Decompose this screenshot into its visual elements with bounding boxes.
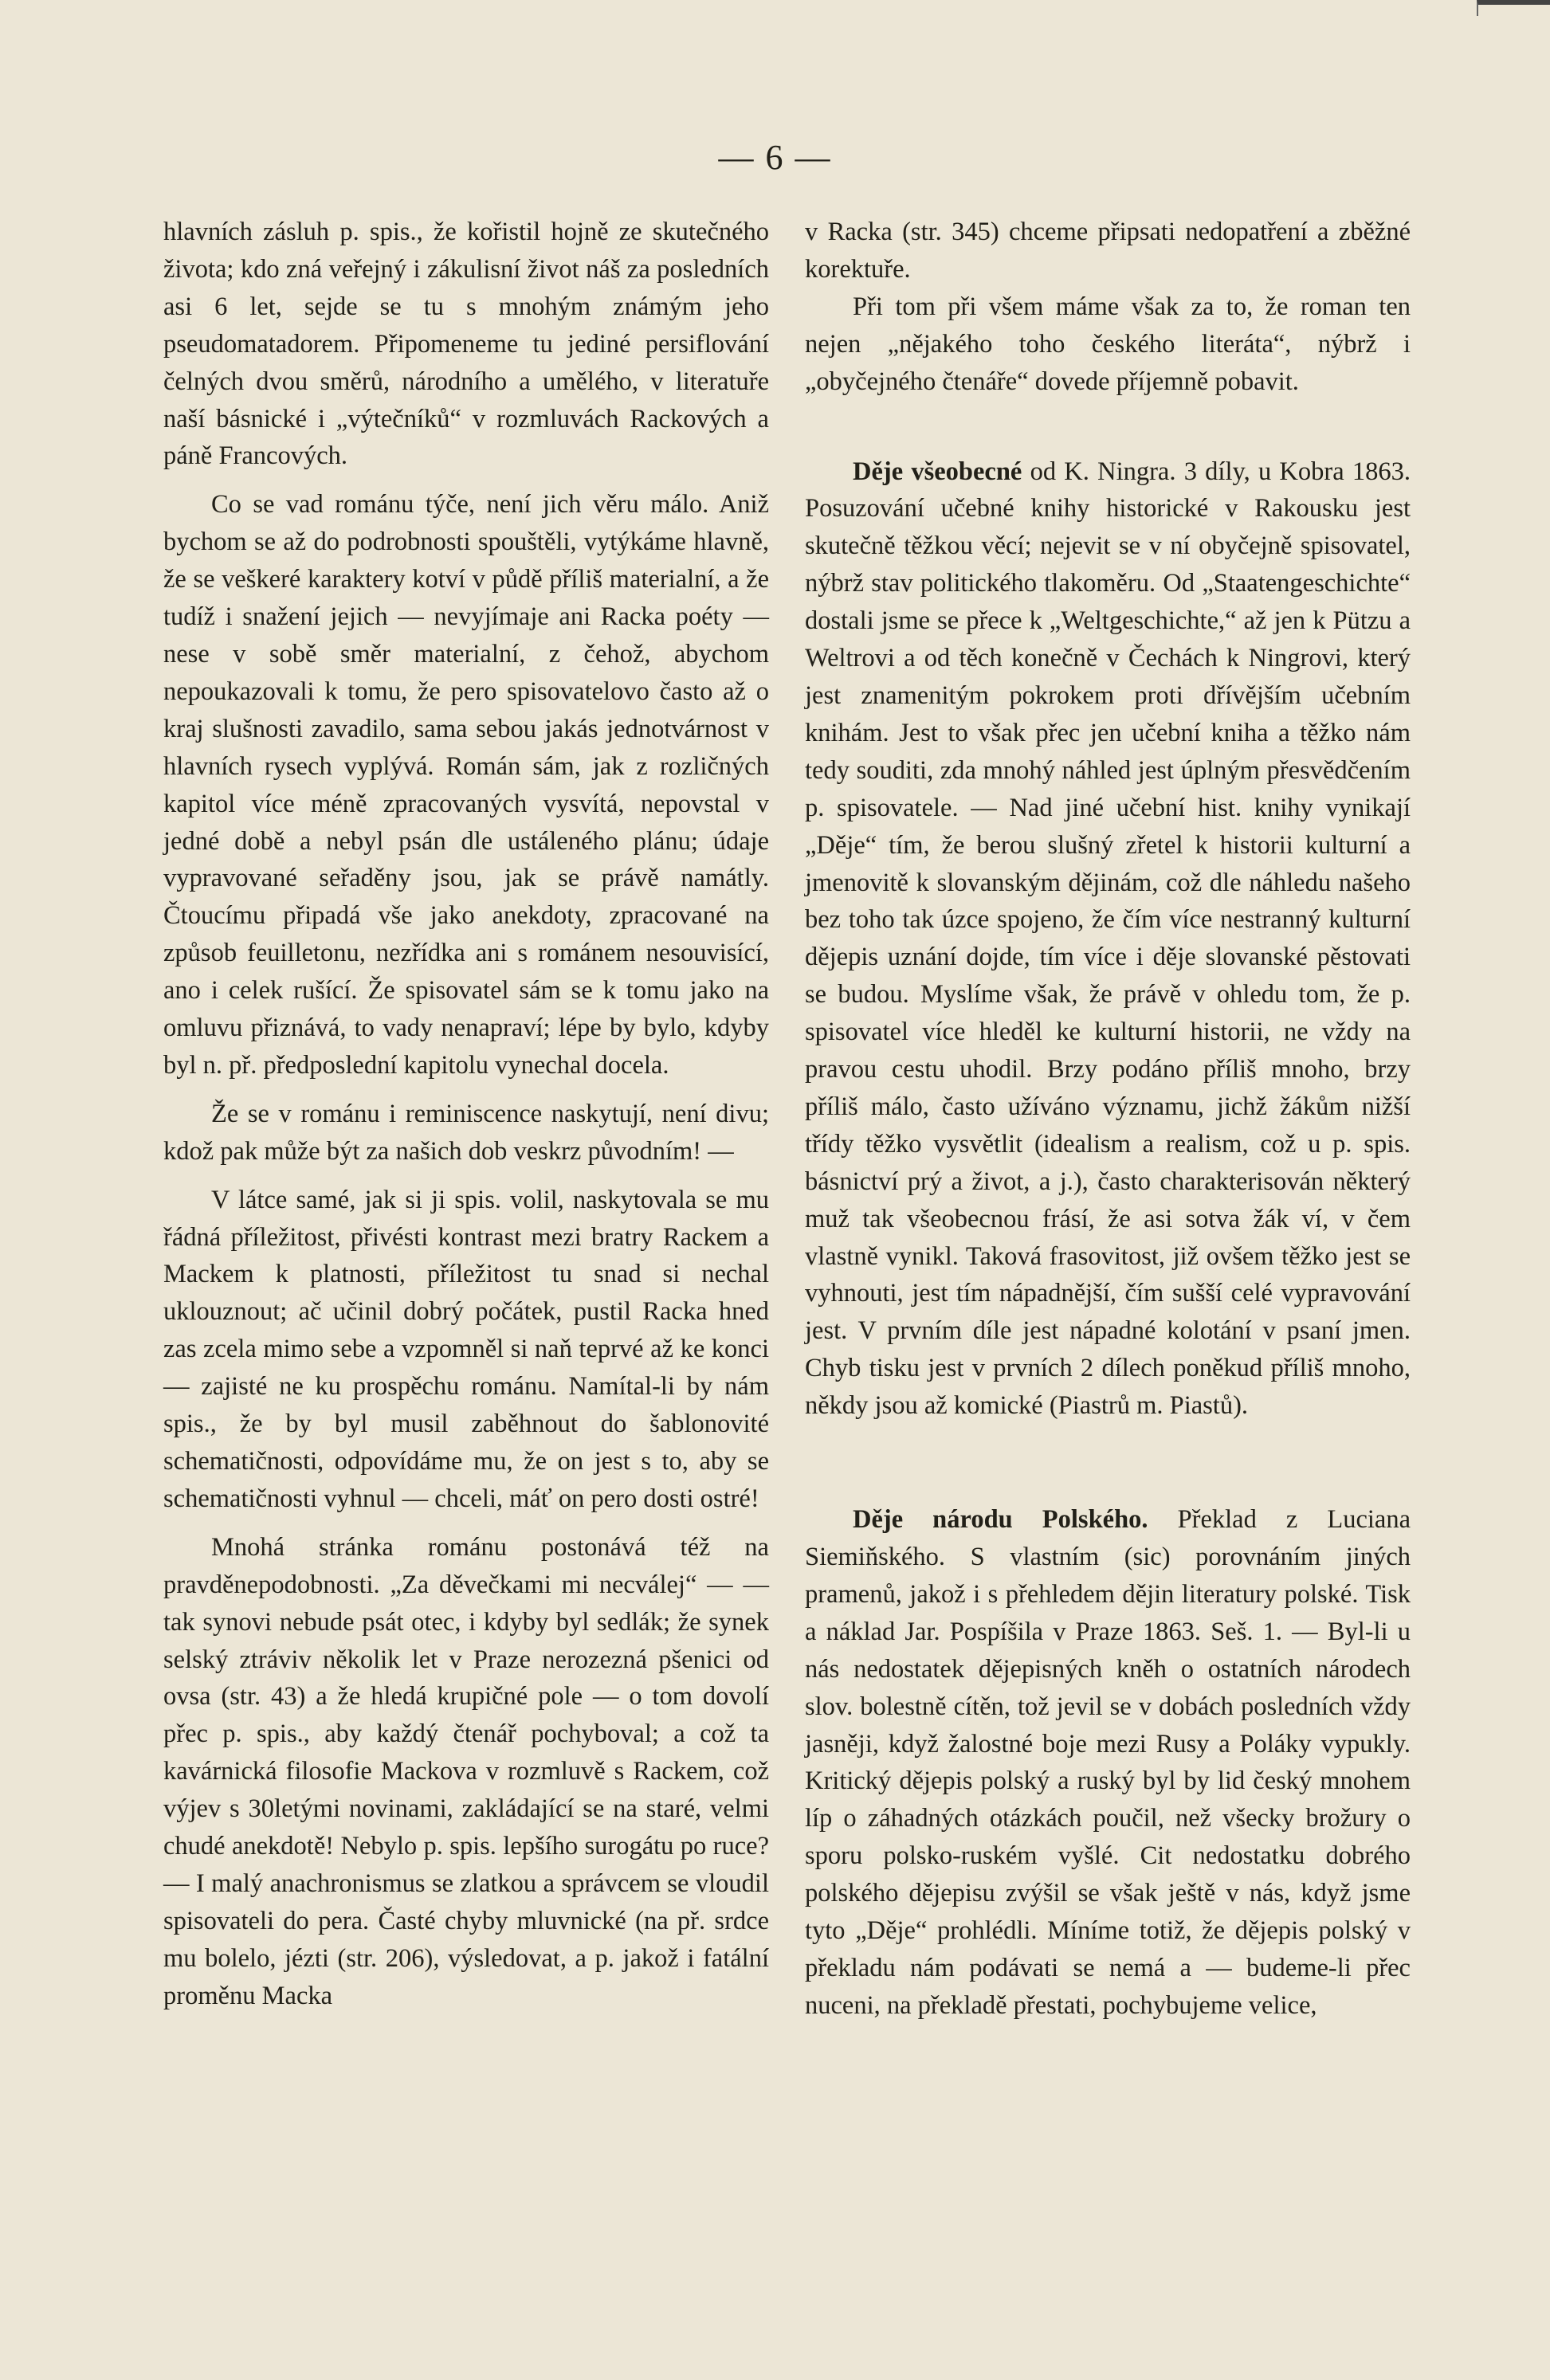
review-deje-vseobecne (805, 453, 1411, 1425)
paragraph-5: Mnohá stránka románu postonává též na pravděnepodobnosti. „Za děvečkami mi necválej“ — — tak synovi nebude psát otec, i kdyby byl sedlák; že synek selský ztráviv několik let v Praze nerozezná pšenici od ovsa (str. 43) a že hledá krupičné pole — o tom dovolí přec p. spis., aby každý čtenář pochyboval; a což ta kavárnická filosofie Mackova v rozmluvě s Rackem, což výjev s 30letými novinami, zakládající se na staré, velmi chudé anekdotě! Nebylo p. spis. lepšího surogátu po ruce? — I malý anachronismus se zlatkou a správcem se vloudil spisovateli do pera. Časté chyby mluvnické (na př. srdce mu bolelo, jézti (str. 206), výsledovat, a p. jakož i fatální proměnu Macka (163, 1532, 769, 2010)
paragraph-1: hlavních zásluh p. spis., že kořistil hojně ze skutečného života; kdo zná veřejný i zákulisní život náš za posledních asi 6 let, sejde se tu s mnohým známým jeho pseudomatadorem. Připomeneme tu jediné persiflování čelných dvou směrů, národního a umělého, v literatuře naší básnické i „výtečníků“ v rozmluvách Rackových a páně Francových. (163, 218, 769, 471)
review-heading: Děje národu Polského. (853, 1505, 1148, 1535)
review-deje-naroda-polskeho (805, 1501, 1411, 2025)
paragraph-6: v Racka (str. 345) chceme připsati nedopatření a zběžné korektuře. (805, 218, 1411, 284)
page-number: — 6 — (718, 138, 832, 177)
review-text: od K. Ningra. 3 díly, u Kobra 1863. Posuzování učebné knihy historické v Rakousku jest skutečně těžkou věcí; nejevit se v ní obyčejně spisovatel, nýbrž stav politického tlakoměru. Od „Staatengeschichte“ dostali jsme se přece k „Weltgeschichte,“ až jen k Pützu a Weltrovi a od těch konečně v Čechách k Ningrovi, který jest znamenitým pokrokem proti dřívějším učebním knihám. Jest to však přec jen učební kniha a těžko nám tedy souditi, zda mnohý náhled jest úplným přesvědčením p. spisovatele. — Nad jiné učební hist. knihy vynikají „Děje“ tím, že berou slušný zřetel k historii kulturní a jmenovitě k slovanským dějinám, což dle náhledu našeho bez toho tak úzce spojeno, že čím více nestranný kulturní dějepis uznání dojde, tím více i děje slovanské pěstovati se budou. Myslíme však, že právě v ohledu tom, že p. spisovatel více hleděl ke kulturní historii, ne vždy na pravou cestu uhodil. Brzy podáno příliš mnoho, brzy příliš málo, často užíváno významu, jichž žákům nižší třídy těžko vysvětlit (idealism a realism, což u p. spis. básnictví prý a život, a j.), často charakterisován některý muž tak všeobecnou frásí, že asi sotva žák ví, v čem vlastně vynikl. Taková frasovitost, již ovšem těžko jest se vyhnouti, jest tím nápadnější, čím sušší celé vypravování jest. V prvním díle jest nápadné kolotání v psaní jmen. Chyb tisku jest v prvních 2 dílech poněkud příliš mnoho, někdy jsou až komické (Piastrů m. Piastů). (805, 457, 1411, 1421)
review-text: Překlad z Luciana Siemiňského. S vlastním (sic) porovnáním jiných pramenů, jakož i s přehledem dějin literatury polské. Tisk a náklad Jar. Pospíšila v Praze 1863. Seš. 1. — Byl-li u nás nedostatek dějepisných kněh o ostatních národech slov. bolestně cítěn, tož jevil se v dobách posledních vždy jasněji, když žalostné boje mezi Rusy a Poláky vypukly. Kritický dějepis polský a ruský byl by lid český mnohem líp o záhadných otázkách poučil, než všecky brožury o sporu polsko-ruském vyšlé. Cit nedostatku dobrého polského dějepisu zvýšil se však ještě v nás, když jsme tyto „Děje“ prohlédli. Míníme totiž, že dějepis polský v překladu nám podávati se nemá a — budeme-li přec nuceni, na překladě přestati, pochybujeme velice, (805, 1505, 1411, 2020)
paragraph-4: V látce samé, jak si ji spis. volil, naskytovala se mu řádná příležitost, přivésti kontrast mezi bratry Rackem a Mackem k platnosti, příležitost tu snad si nechal uklouznout; ač učinil dobrý počátek, pustil Racka hned zas zcela mimo sebe a vzpomněl si naň teprvé až ke konci — zajisté ne ku prospěchu románu. Namítal-li by nám spis., že by byl musil zaběhnout do šablonovité schematičnosti, odpovídáme mu, že on jest s to, aby se schematičnosti vyhnul — chceli, máť on pero dosti ostré! (163, 1185, 769, 1513)
review-heading: Děje všeobecné (853, 457, 1022, 486)
paragraph-3: Že se v románu i reminiscence naskytují, není divu; kdož pak může být za našich dob veskrz původním! — (163, 1099, 769, 1166)
page-edge-mark (1477, 0, 1550, 16)
paragraph-7: Při tom při všem máme však za to, že roman ten nejen „nějakého toho českého literáta“, nýbrž i „obyčejného čtenáře“ dovede příjemně pobavit. (805, 292, 1411, 396)
left-column (163, 214, 769, 2015)
paragraph-2: Co se vad románu týče, není jich věru málo. Aniž bychom se až do podrobnosti spouštěli, vytýkáme hlavně, že se veškeré karaktery kotví v půdě příliš materialní, a že tudíž i snažení jejich — nevyjímaje ani Racka poéty — nese v sobě směr materialní, z čehož, abychom nepoukazovali k tomu, že pero spisovatelovo často až o kraj slušnosti zavadilo, sama sebou jakás jednotvárnost v hlavních rysech vyplývá. Román sám, jak z rozličných kapitol více méně zpracovaných vysvítá, nepovstal v jedné době a nebyl psán dle ustáleného plánu; údaje vypravované seřaděny jsou, jak se právě namátly. Čtoucímu připadá vše jako anekdoty, zpracované na způsob feuilletonu, nezřídka ani s románem nesouvisící, ano i celek rušící. Že spisovatel sám se k tomu jako na omluvu přiznává, to vady nenapraví; lépe by bylo, kdyby byl n. př. předposlední kapitolu vynechal docela. (163, 490, 769, 1080)
right-column (805, 214, 1411, 2025)
